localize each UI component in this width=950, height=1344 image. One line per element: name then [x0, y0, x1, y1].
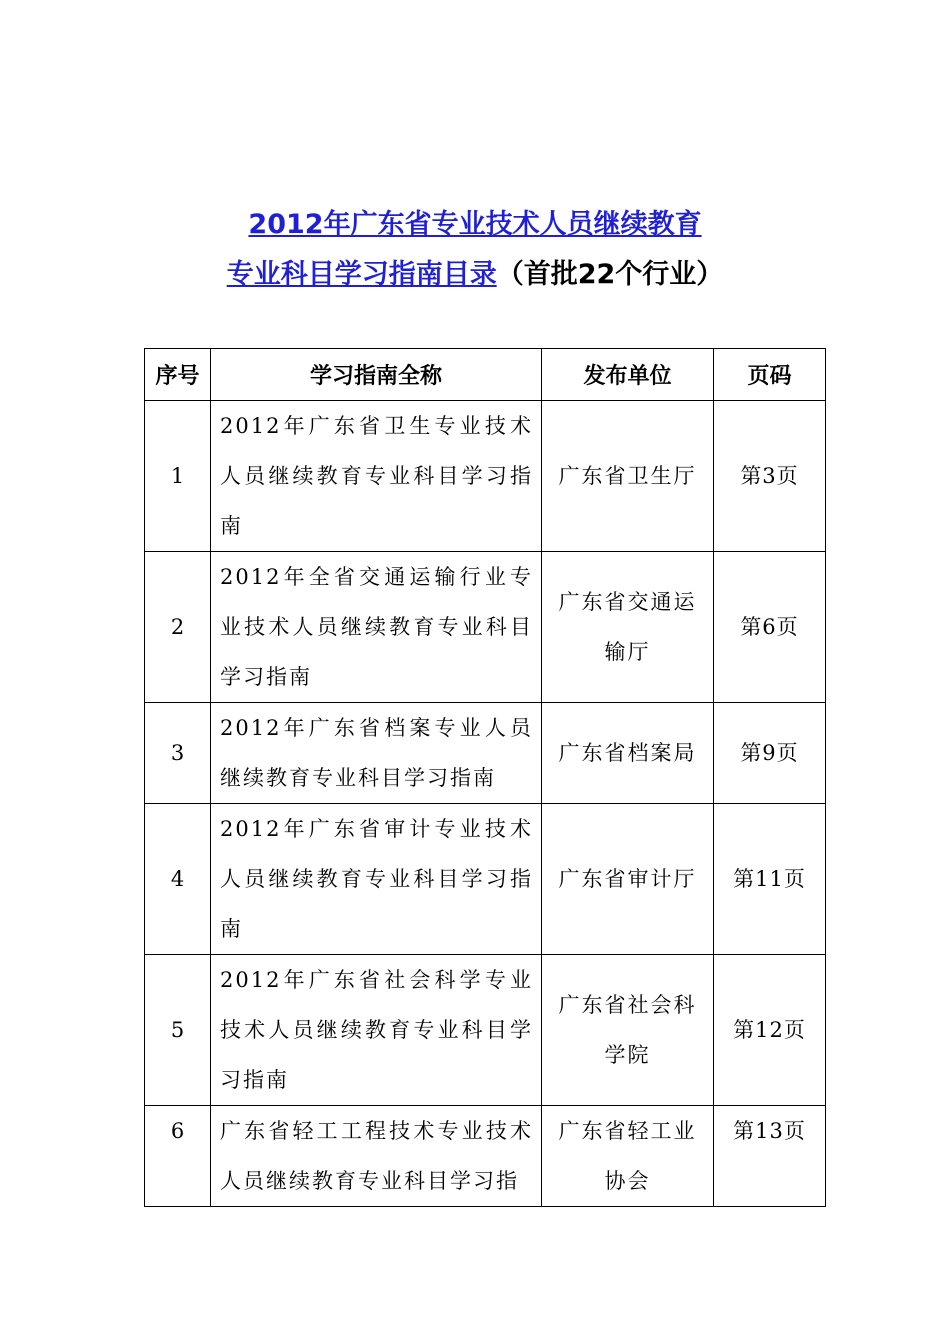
row-page: 第11页: [714, 804, 826, 955]
row-no: 4: [145, 804, 211, 955]
title-link-line2[interactable]: 专业科目学习指南目录: [226, 259, 497, 290]
title-suffix: （首批22个行业）: [496, 259, 724, 290]
header-no: 序号: [145, 349, 211, 401]
row-page: 第9页: [714, 703, 826, 804]
row-name: 2012年广东省卫生专业技术人员继续教育专业科目学习指南: [211, 401, 542, 552]
table-row: [145, 703, 826, 804]
row-page: 第3页: [714, 401, 826, 552]
row-name: 广东省轻工工程技术专业技术人员继续教育专业科目学习指: [211, 1106, 542, 1207]
table-row: [145, 955, 826, 1106]
row-page: 第13页: [714, 1106, 826, 1207]
row-no: 1: [145, 401, 211, 552]
row-unit: 广东省轻工业协会: [542, 1106, 714, 1207]
row-no: 2: [145, 552, 211, 703]
table-row: [145, 401, 826, 552]
row-name: 2012年全省交通运输行业专业技术人员继续教育专业科目学习指南: [211, 552, 542, 703]
table-row: [145, 552, 826, 703]
table-row: [145, 804, 826, 955]
document-title-line1[interactable]: [0, 205, 950, 245]
header-name: 学习指南全称: [211, 349, 542, 401]
document-title-line2: [0, 255, 950, 295]
row-unit: 广东省社会科学院: [542, 955, 714, 1106]
row-unit: 广东省审计厅: [542, 804, 714, 955]
row-page: 第6页: [714, 552, 826, 703]
row-name: 2012年广东省审计专业技术人员继续教育专业科目学习指南: [211, 804, 542, 955]
guide-table: [144, 348, 826, 1207]
table-header-row: [145, 349, 826, 401]
row-no: 6: [145, 1106, 211, 1207]
table-row: [145, 1106, 826, 1207]
row-no: 3: [145, 703, 211, 804]
row-no: 5: [145, 955, 211, 1106]
row-unit: 广东省档案局: [542, 703, 714, 804]
row-page: 第12页: [714, 955, 826, 1106]
row-name: 2012年广东省档案专业人员继续教育专业科目学习指南: [211, 703, 542, 804]
row-name: 2012年广东省社会科学专业技术人员继续教育专业科目学习指南: [211, 955, 542, 1106]
header-page: 页码: [714, 349, 826, 401]
title-link-line1[interactable]: 2012年广东省专业技术人员继续教育: [248, 209, 702, 240]
row-unit: 广东省卫生厅: [542, 401, 714, 552]
row-unit: 广东省交通运输厅: [542, 552, 714, 703]
header-unit: 发布单位: [542, 349, 714, 401]
